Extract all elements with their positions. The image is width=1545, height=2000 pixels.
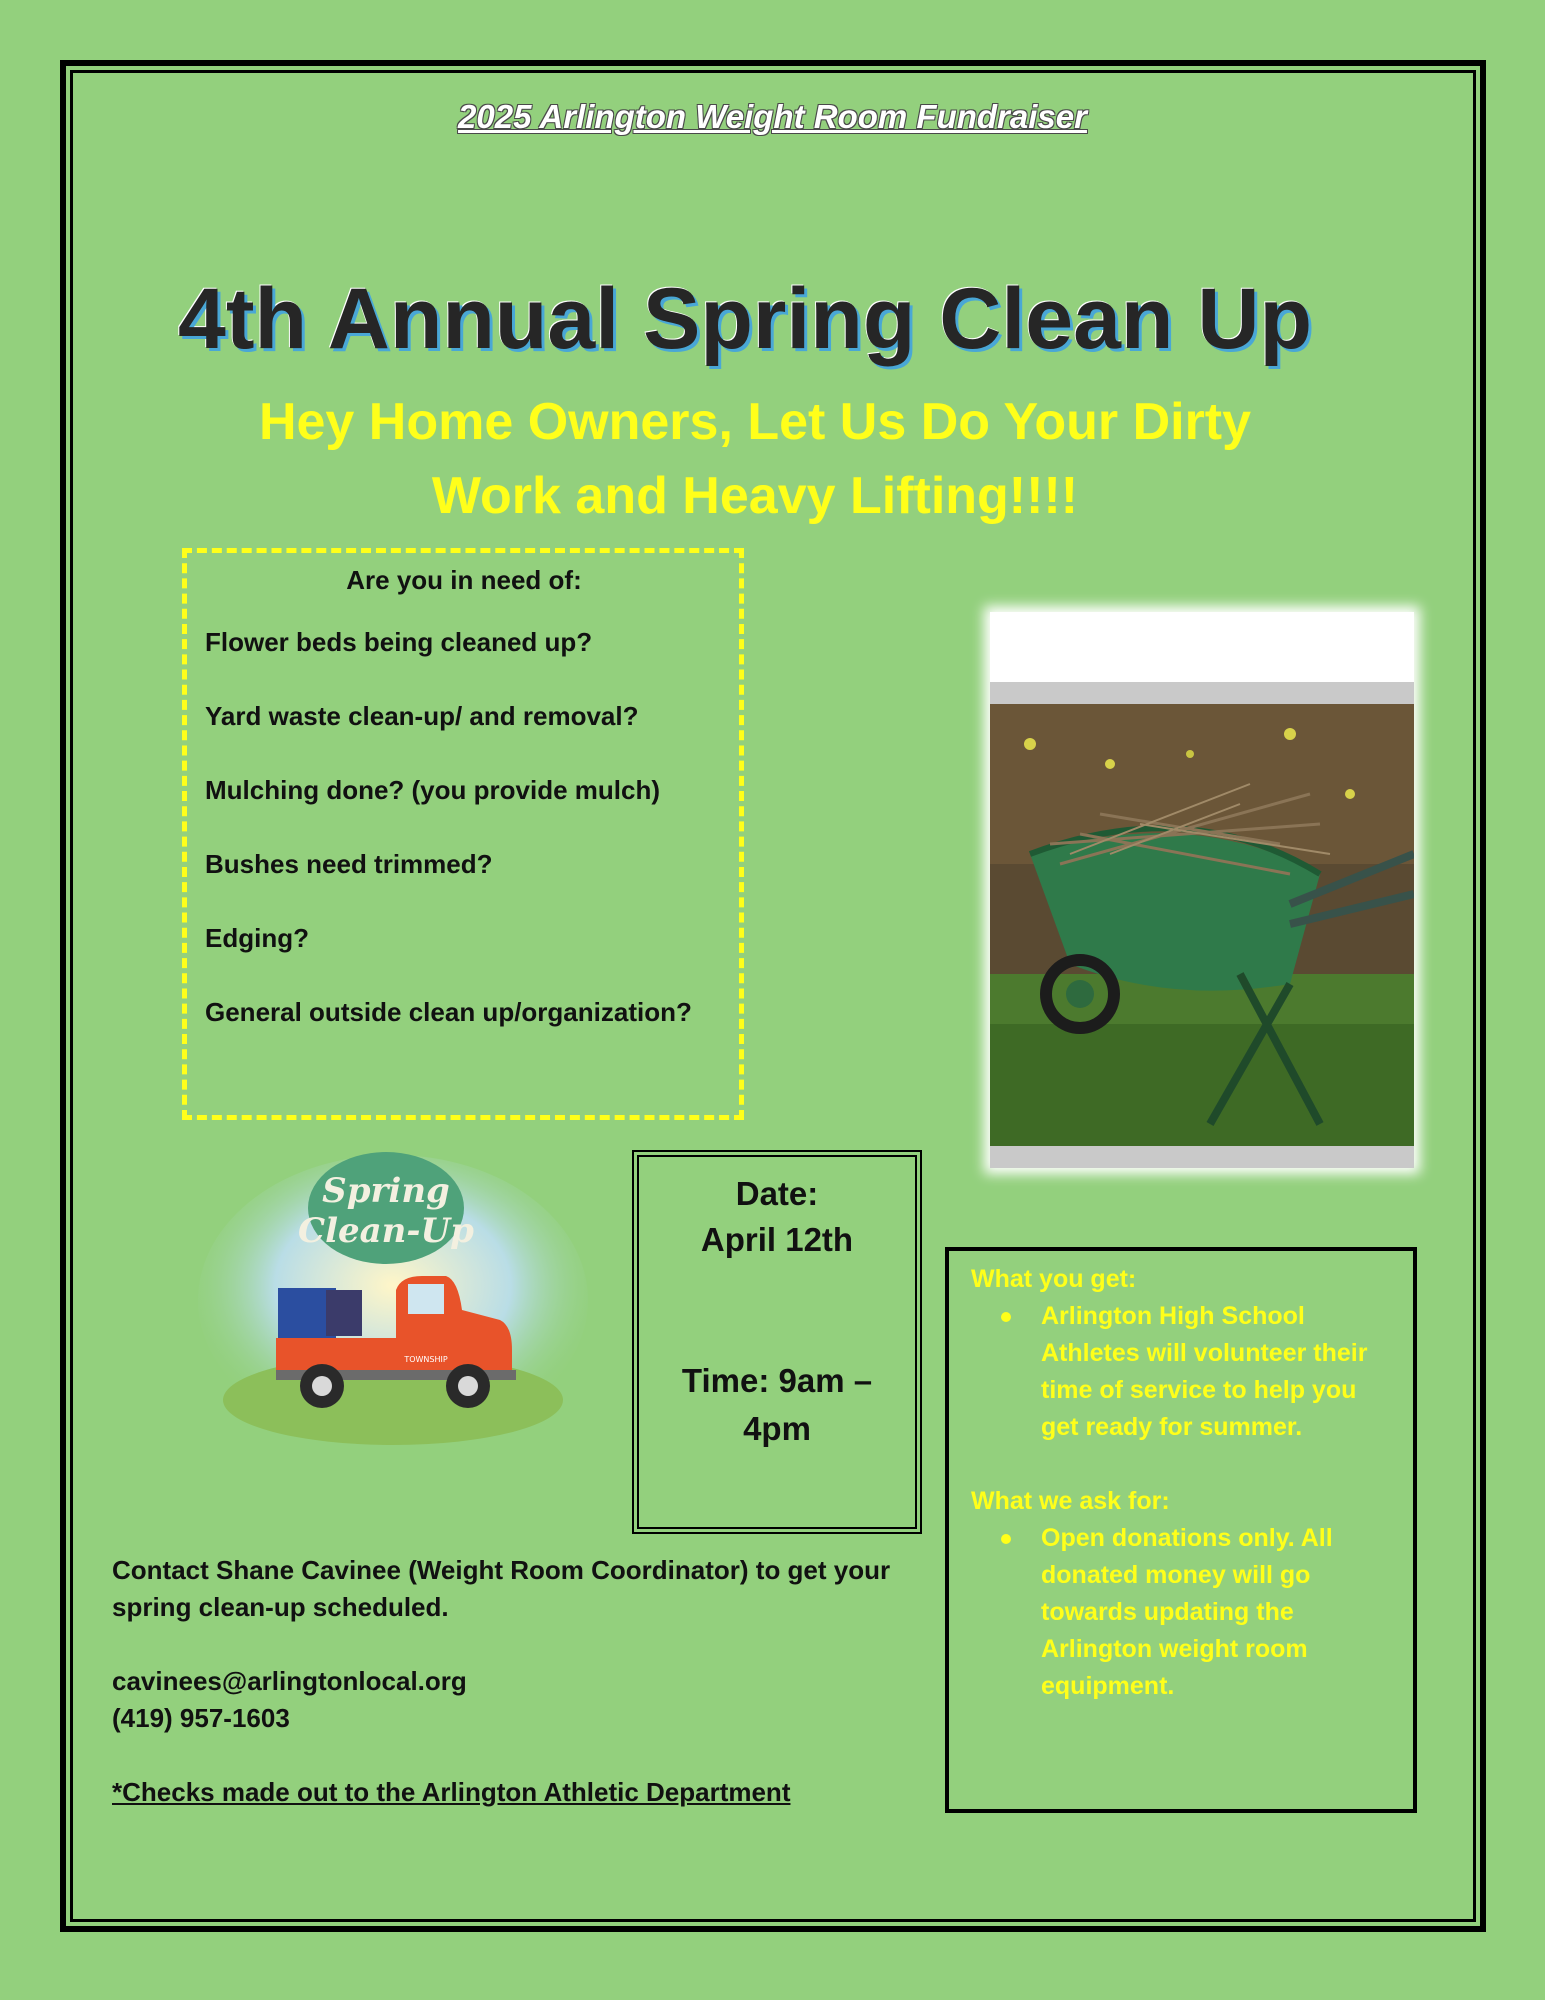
ask-item: Open donations only. All donated money will go towards updating the Arlington weight room equipment. [1041, 1520, 1395, 1705]
spring-clean-up-logo [196, 1150, 590, 1446]
page-title: 4th Annual Spring Clean Up [178, 271, 1312, 367]
contact-phone[interactable]: (419) 957-1603 [112, 1703, 290, 1733]
photo-strip [990, 682, 1414, 704]
photo-strip [990, 1146, 1414, 1168]
truck-text: TOWNSHIP [404, 1355, 448, 1364]
time-line-1: Time: 9am – [681, 1362, 873, 1399]
subtitle [200, 385, 1310, 533]
contact-section [112, 1552, 892, 1811]
ask-list [971, 1520, 1395, 1705]
contact-email[interactable]: cavinees@arlingtonlocal.org [112, 1666, 467, 1696]
fundraiser-line: 2025 Arlington Weight Room Fundraiser [458, 98, 1087, 135]
logo-text-1: Spring [322, 1171, 450, 1211]
date-time-box [632, 1150, 922, 1534]
wheelbarrow-photo [990, 704, 1414, 1146]
get-list [971, 1298, 1395, 1446]
time-block [639, 1357, 915, 1453]
needs-heading: Are you in need of: [346, 565, 582, 595]
subtitle-line-2: Work and Heavy Lifting!!!! [431, 467, 1079, 525]
needs-item: Edging? [205, 923, 309, 953]
subtitle-line-1: Hey Home Owners, Let Us Do Your Dirty [258, 393, 1252, 451]
needs-item: Yard waste clean-up/ and removal? [205, 701, 639, 731]
date-label: Date: [735, 1175, 819, 1212]
wheelbarrow-photo-frame [990, 612, 1414, 1168]
needs-item: General outside clean up/organization? [205, 997, 692, 1027]
time-line-2: 4pm [743, 1410, 811, 1447]
info-box [945, 1247, 1417, 1813]
contact-line: Contact Shane Cavinee (Weight Room Coordinator) to get your spring clean-up scheduled. [112, 1555, 891, 1622]
date-block [639, 1171, 915, 1263]
needs-item: Mulching done? (you provide mulch) [205, 775, 660, 805]
needs-box [182, 548, 744, 1120]
ask-heading: What we ask for: [971, 1487, 1170, 1515]
logo-text-2: Clean-Up [298, 1211, 474, 1251]
needs-item: Bushes need trimmed? [205, 849, 493, 879]
get-heading: What you get: [971, 1265, 1137, 1293]
date-value: April 12th [700, 1221, 854, 1258]
get-item: Arlington High School Athletes will volunteer their time of service to help you get ready for summer. [1041, 1298, 1395, 1446]
checks-note: *Checks made out to the Arlington Athletic Department [112, 1777, 791, 1807]
needs-item: Flower beds being cleaned up? [205, 627, 593, 657]
